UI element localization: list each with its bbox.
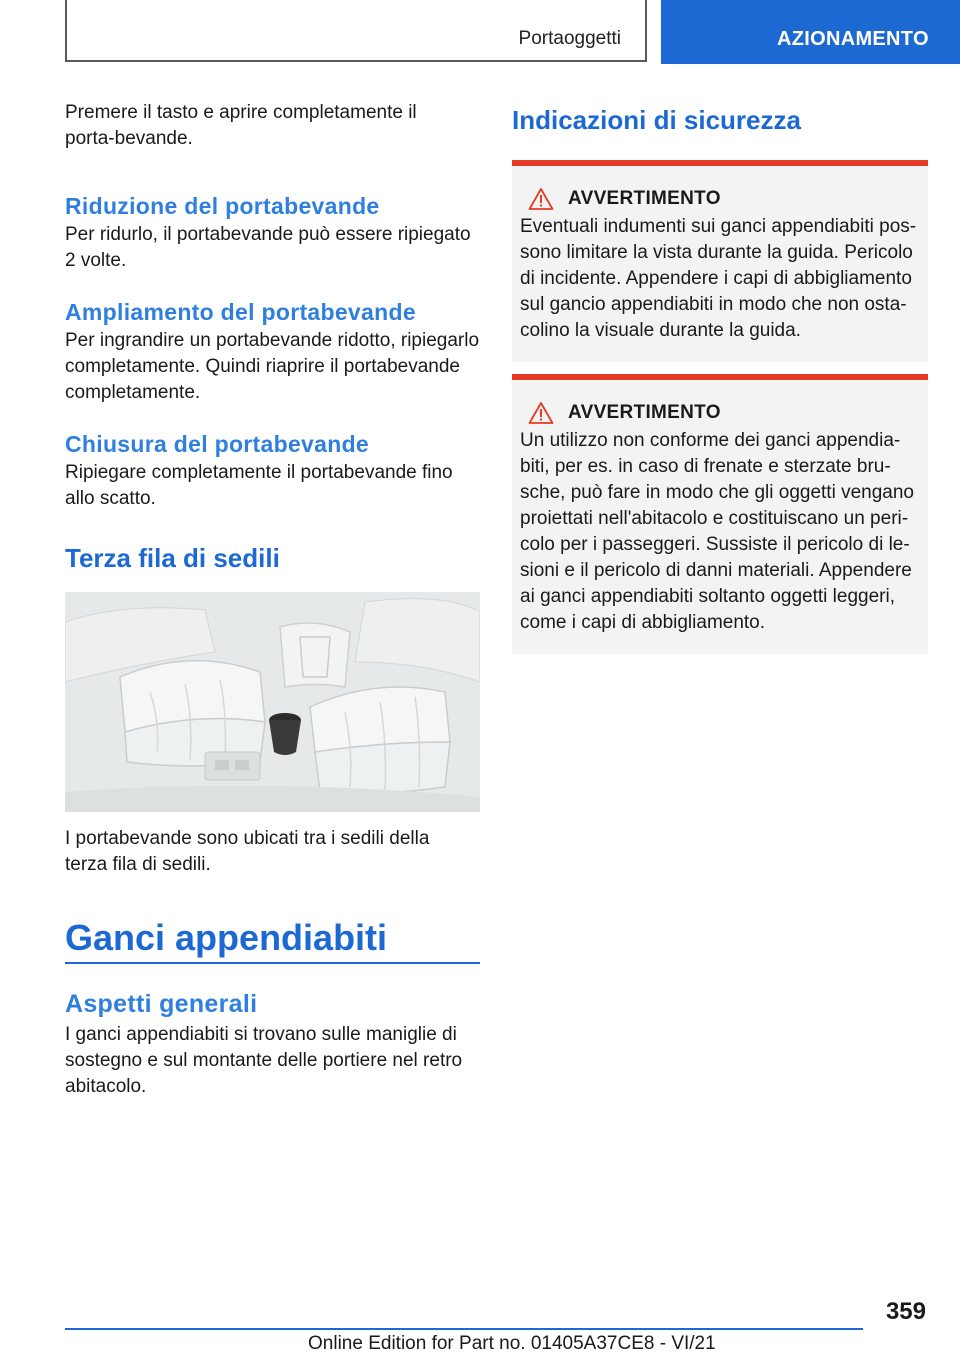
chapter-tab[interactable]: [661, 0, 960, 64]
seats-illustration: [65, 592, 480, 812]
right-column: [512, 100, 928, 654]
chapter-title: AZIONAMENTO: [777, 28, 929, 50]
warning-box: [512, 374, 928, 654]
warning-box: [512, 160, 928, 362]
chapter-heading-hooks: Ganci appendiabiti: [65, 917, 388, 958]
heading-safety: Indicazioni di sicurezza: [512, 105, 801, 135]
chapter-heading-rule: [65, 962, 480, 964]
warning-title: AVVERTIMENTO: [568, 402, 721, 423]
heading-close: Chiusura del portabevande: [65, 431, 370, 457]
heading-third-row: Terza fila di sedili: [65, 543, 280, 573]
heading-general: Aspetti generali: [65, 990, 258, 1018]
footer-rule: [65, 1328, 863, 1330]
header-section-box: [65, 0, 647, 62]
heading-expand: Ampliamento del portabevande: [65, 299, 416, 325]
page-number: 359: [885, 1298, 926, 1325]
left-column: [65, 100, 480, 1100]
warning-triangle-icon: [528, 401, 554, 425]
third-row-seats-photo: [65, 592, 480, 812]
photo-caption: I portabevande sono ubicati tra i sedili della terza fila di sedili.: [65, 828, 430, 875]
warning-text: Un utilizzo non conforme dei ganci appendia-biti, per es. in caso di frenate e sterzate bru-sche, può fare in modo che gli oggetti vengano proiettati nell'abitacolo e costituiscano un peri-colo per i passeggeri. Sussiste il pericolo di le-sioni e il pericolo di danni materiali. Appendere ai ganci appendiabiti soltanto oggetti leggeri, come i capi di abbigliamento.: [520, 430, 914, 633]
warning-text: Eventuali indumenti sui ganci appendiabiti pos-sono limitare la vista durante la guida. Pericolo di incidente. Appendere i capi di abbigliamento sul gancio appendiabiti in modo che non osta-colino la visuale durante la guida.: [520, 216, 917, 341]
warning-header: [520, 186, 920, 212]
section-title: Portaoggetti: [518, 28, 621, 49]
warning-header: [520, 400, 920, 426]
paragraph-reduce: Per ridurlo, il portabevande può essere ripiegato 2 volte.: [65, 224, 471, 271]
heading-reduce: Riduzione del portabevande: [65, 193, 380, 219]
intro-paragraph: Premere il tasto e aprire completamente il porta-bevande.: [65, 102, 417, 149]
paragraph-expand: Per ingrandire un portabevande ridotto, ripiegarlo completamente. Quindi riaprire il portabevande completamente.: [65, 330, 480, 403]
paragraph-general: I ganci appendiabiti si trovano sulle maniglie di sostegno e sul montante delle portiere nel retro abitacolo.: [65, 1024, 463, 1097]
warning-triangle-icon: [528, 187, 554, 211]
footer-edition[interactable]: Online Edition for Part no. 01405A37CE8 - VI/21: [308, 1333, 716, 1354]
paragraph-close: Ripiegare completamente il portabevande fino allo scatto.: [65, 462, 453, 509]
warning-title: AVVERTIMENTO: [568, 188, 721, 209]
